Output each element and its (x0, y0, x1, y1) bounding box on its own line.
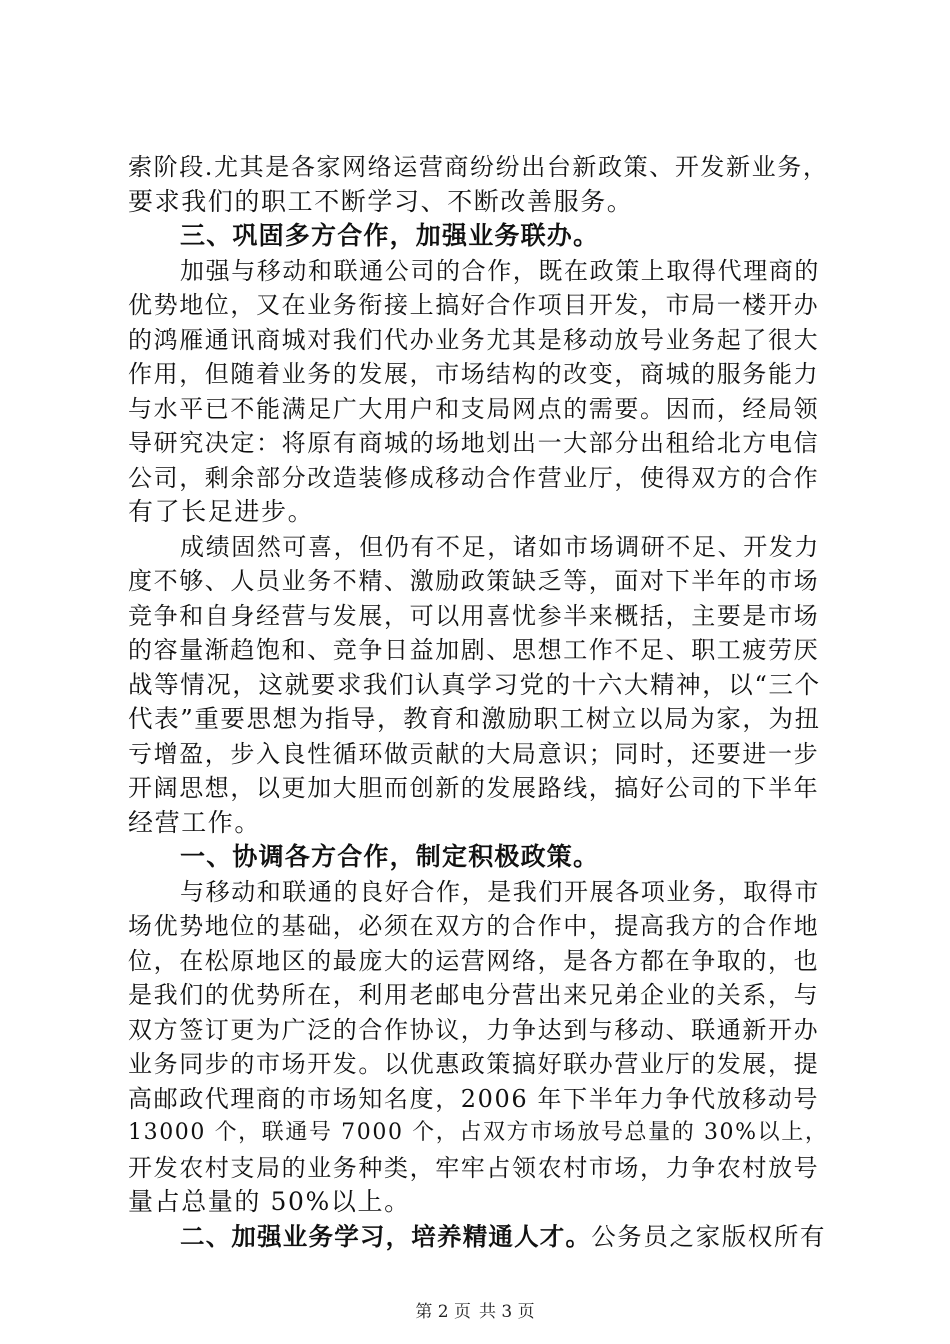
text-line: 13000 个，联通号 7000 个，占双方市场放号总量的 30%以上， (128, 1120, 829, 1145)
text-line: 亏增盈，步入良性循环做贡献的大局意识；同时，还要进一步 (128, 739, 820, 768)
text-line: 有了长足进步。 (128, 497, 315, 526)
text-line: 量占总量的 50%以上。 (128, 1187, 411, 1216)
text-line: 位，在松原地区的最庞大的运营网络，是各方都在争取的，也 (128, 946, 820, 975)
section-heading-two: 二、加强业务学习，培养精通人才。 (180, 1221, 592, 1251)
text-line: 是我们的优势所在，利用老邮电分营出来兄弟企业的关系，与 (128, 981, 820, 1009)
page-number: 第 2 页 (415, 1302, 471, 1322)
section-heading-one: 一、协调各方合作，制定积极政策。 (180, 842, 600, 871)
text-line: 与水平已不能满足广大用户和支局网点的需要。因而，经局领 (128, 394, 820, 423)
text-line: 加强与移动和联通公司的合作，既在政策上取得代理商的 (180, 256, 820, 285)
text-line: 业务同步的市场开发。以优惠政策搞好联办营业厅的发展，提 (128, 1050, 820, 1078)
text-line: 战等情况，这就要求我们认真学习党的十六大精神，以“三个 (128, 669, 821, 699)
document-body (128, 150, 828, 1254)
text-line: 代表”重要思想为指导，教育和激励职工树立以局为家，为扭 (128, 704, 821, 733)
page-total: 共 3 页 (479, 1302, 535, 1322)
text-line: 成绩固然可喜，但仍有不足，诸如市场调研不足、开发力 (180, 532, 820, 561)
copyright-note: 公务员之家版权所有 (591, 1221, 827, 1251)
text-line: 公司，剩余部分改造装修成移动合作营业厅，使得双方的合作 (128, 463, 820, 492)
text-line: 度不够、人员业务不精、激励政策缺乏等，面对下半年的市场 (128, 567, 820, 595)
text-line: 场优势地位的基础，必须在双方的合作中，提高我方的合作地 (128, 912, 820, 940)
text-line: 的容量渐趋饱和、竞争日益加剧、思想工作不足、职工疲劳厌 (128, 636, 820, 664)
section-heading-three: 三、巩固多方合作，加强业务联办。 (180, 221, 600, 250)
text-line: 的鸿雁通讯商城对我们代办业务尤其是移动放号业务起了很大 (128, 325, 820, 354)
text-line: 与移动和联通的良好合作，是我们开展各项业务，取得市 (180, 877, 820, 906)
text-line: 作用，但随着业务的发展，市场结构的改变，商城的服务能力 (128, 360, 820, 388)
text-line: 优势地位，又在业务衔接上搞好合作项目开发，市局一楼开办 (128, 291, 820, 319)
page-footer (0, 1297, 950, 1322)
text-line: 开阔思想，以更加大胆而创新的发展路线，搞好公司的下半年 (128, 774, 820, 802)
text-line: 竞争和自身经营与发展，可以用喜忧参半来概括，主要是市场 (128, 601, 820, 630)
section-heading-two-line (128, 1220, 828, 1255)
text-line: 要求我们的职工不断学习、不断改善服务。 (128, 186, 634, 216)
text-line: 高邮政代理商的市场知名度，2006 年下半年力争代放移动号 (128, 1084, 820, 1113)
text-line: 双方签订更为广泛的合作协议，力争达到与移动、联通新开办 (128, 1015, 820, 1044)
text-line: 索阶段.尤其是各家网络运营商纷纷出台新政策、开发新业务， (128, 153, 829, 181)
text-line: 经营工作。 (128, 807, 262, 837)
text-line: 开发农村支局的业务种类，牢牢占领农村市场，力争农村放号 (128, 1153, 820, 1182)
text-line: 导研究决定：将原有商城的场地划出一大部分出租给北方电信 (128, 429, 820, 457)
